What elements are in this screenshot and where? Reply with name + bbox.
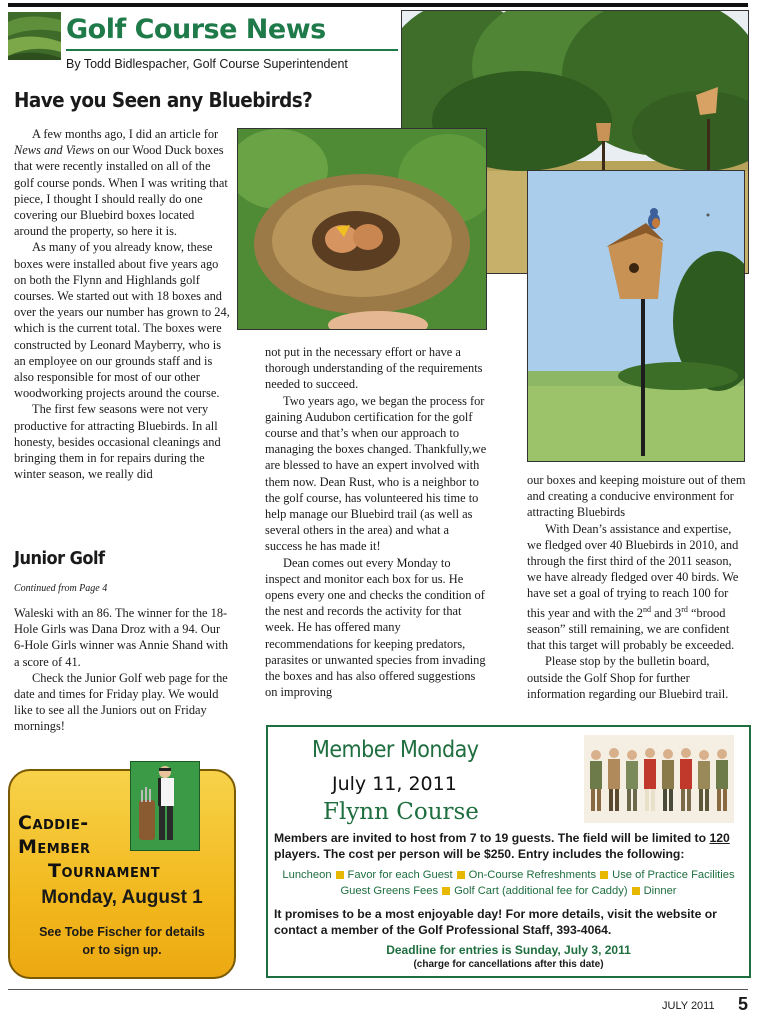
article-paragraph: The first few seasons were not very productive for attracting Bluebirds. In all honesty, besides occasional cleanings and bringing them in for repairs during the winter season, we really did (14, 402, 221, 482)
member-monday-title: Member Monday (312, 737, 479, 763)
intro-text: Members are invited to host from 7 to 19 guests. The field will be limited to (274, 831, 710, 845)
birdhouse-pole-photo (527, 170, 745, 462)
caddie-title-line2: Member (18, 836, 91, 858)
superscript: nd (642, 604, 651, 614)
amenities-row-2 (268, 884, 749, 899)
caddie-date: Monday, August 1 (41, 887, 203, 908)
junior-paragraph: Waleski with an 86. The winner for the 18-Hole Girls was Dana Droz with a 94. Our 6-Hole Girls winner was Annie Shand with a score of 41. (14, 606, 229, 669)
article-column-2 (265, 344, 488, 700)
article-text: With Dean’s assistance and expertise, we fledged over 40 Bluebirds in 2010, and through the first third of the 2011 season, we have already fledged over 40 birds. We have set a goal of trying to reach 100 for this year and with the 2 (527, 521, 739, 620)
article-paragraph: Two years ago, we began the process for gaining Audubon certification for the golf course and that’s when our approach to managing the boxes changed. Thankfully,we are blessed to have an expert involved with them now. Dean Rust, who is a neighbor to the golf course, has volunteered his time to help manage our Bluebird trail (as well as several others in the area) and what a success he has made it! (265, 393, 487, 554)
junior-paragraph: Check the Junior Golf web page for the date and times for Friday play. We would like to see all the Juniors out on Friday mornings! (14, 670, 228, 734)
member-monday-course: Flynn Course (323, 799, 479, 825)
article-headline: Have you Seen any Bluebirds? (14, 88, 313, 112)
junior-golf-text (14, 605, 230, 735)
article-paragraph: not put in the necessary effort or have a thorough understanding of the requirements needed to succeed. (265, 345, 483, 392)
caddie-title-line3: Tournament (48, 860, 161, 882)
caddie-title-line1: Caddie- (18, 812, 89, 834)
amenity-item: Favor for each Guest (347, 869, 453, 881)
article-paragraph (14, 126, 230, 239)
article-paragraph: Dean comes out every Monday to inspect and monitor each box for us. He opens every one and checks the condition of the nest and records the activity for that week. He has offered many recommendations for keeping predators, parasites or unwanted species from invading the boxes and has also offered suggestions on improving (265, 555, 486, 700)
article-paragraph: our boxes and keeping moisture out of them and creating a conducive environment for attracting Bluebirds (527, 473, 746, 520)
member-monday-box (266, 725, 751, 978)
amenities-row-1 (268, 868, 749, 883)
superscript: rd (681, 604, 688, 614)
section-title: Golf Course News (66, 14, 326, 45)
bullet-square-icon (442, 887, 450, 895)
amenity-item: Golf Cart (additional fee for Caddy) (454, 885, 628, 897)
bullet-square-icon (600, 871, 608, 879)
continued-note: Continued from Page 4 (14, 583, 108, 594)
junior-golf-heading: Junior Golf (14, 548, 105, 569)
amenity-item: Dinner (643, 885, 677, 897)
page-number: 5 (738, 994, 749, 1014)
entry-deadline: Deadline for entries is Sunday, July 3, 2011 (386, 943, 631, 957)
amenity-item: Guest Greens Fees (340, 885, 439, 897)
header-course-thumbnail (8, 12, 61, 60)
article-column-1 (14, 126, 230, 482)
article-text: on our Wood Duck boxes that were recently installed on all of the golf course ponds. When I was writing that piece, I thought I should really do one covering our Bluebird boxes located around the property, so here it is. (14, 143, 228, 239)
member-monday-intro (274, 831, 742, 862)
caddie-tournament-box (8, 769, 236, 979)
article-text-italic: News and Views (14, 143, 95, 158)
article-text: and 3 (650, 605, 682, 620)
header-rule (66, 49, 398, 51)
caddie-note-line2: or to sign up. (82, 943, 162, 957)
amenity-item: Use of Practice Facilities (612, 869, 735, 881)
bullet-square-icon (457, 871, 465, 879)
article-text: A few months ago, I did an article for (32, 127, 219, 141)
article-column-3 (527, 472, 747, 702)
member-monday-details: It promises to be a most enjoyable day! For more details, visit the website or contact a member of the Golf Professional Staff, 393-4064. (274, 907, 717, 937)
footer-month: JULY 2011 (662, 1000, 715, 1012)
article-paragraph: As many of you already know, these boxes were installed about five years ago on both the Flynn and Highlands golf courses. We started out with 18 boxes and over the years our number has grown to 24, which is the current total. The boxes were constructed by Leonard Mayberry, who is an employee on our grounds staff and is also responsible for most of our other woodworking projects around the course. (14, 240, 230, 401)
caddie-note-line1: See Tobe Fischer for details (39, 925, 205, 939)
intro-text: players. The cost per person will be $250. Entry includes the following: (274, 846, 685, 861)
field-limit: 120 (709, 831, 730, 845)
article-paragraph: Please stop by the bulletin board, outside the Golf Shop for further information regarding our Bluebird trail. (527, 654, 729, 701)
bullet-square-icon (336, 871, 344, 879)
member-monday-date: July 11, 2011 (332, 773, 457, 795)
amenity-item: On-Course Refreshments (468, 869, 597, 881)
golfer-caddie-image (130, 761, 200, 851)
nest-chicks-photo (237, 128, 487, 330)
vintage-golfers-image (584, 735, 734, 823)
article-text: “brood season” still remaining, we are confident that this target will probably be exceeded. (527, 605, 735, 653)
byline: By Todd Bidlespacher, Golf Course Superintendent (66, 57, 348, 71)
top-rule (8, 3, 748, 7)
footer-rule (8, 989, 748, 990)
cancellation-note: (charge for cancellations after this date) (413, 959, 604, 970)
amenity-item: Luncheon (282, 869, 332, 881)
bullet-square-icon (632, 887, 640, 895)
article-paragraph (527, 521, 747, 654)
